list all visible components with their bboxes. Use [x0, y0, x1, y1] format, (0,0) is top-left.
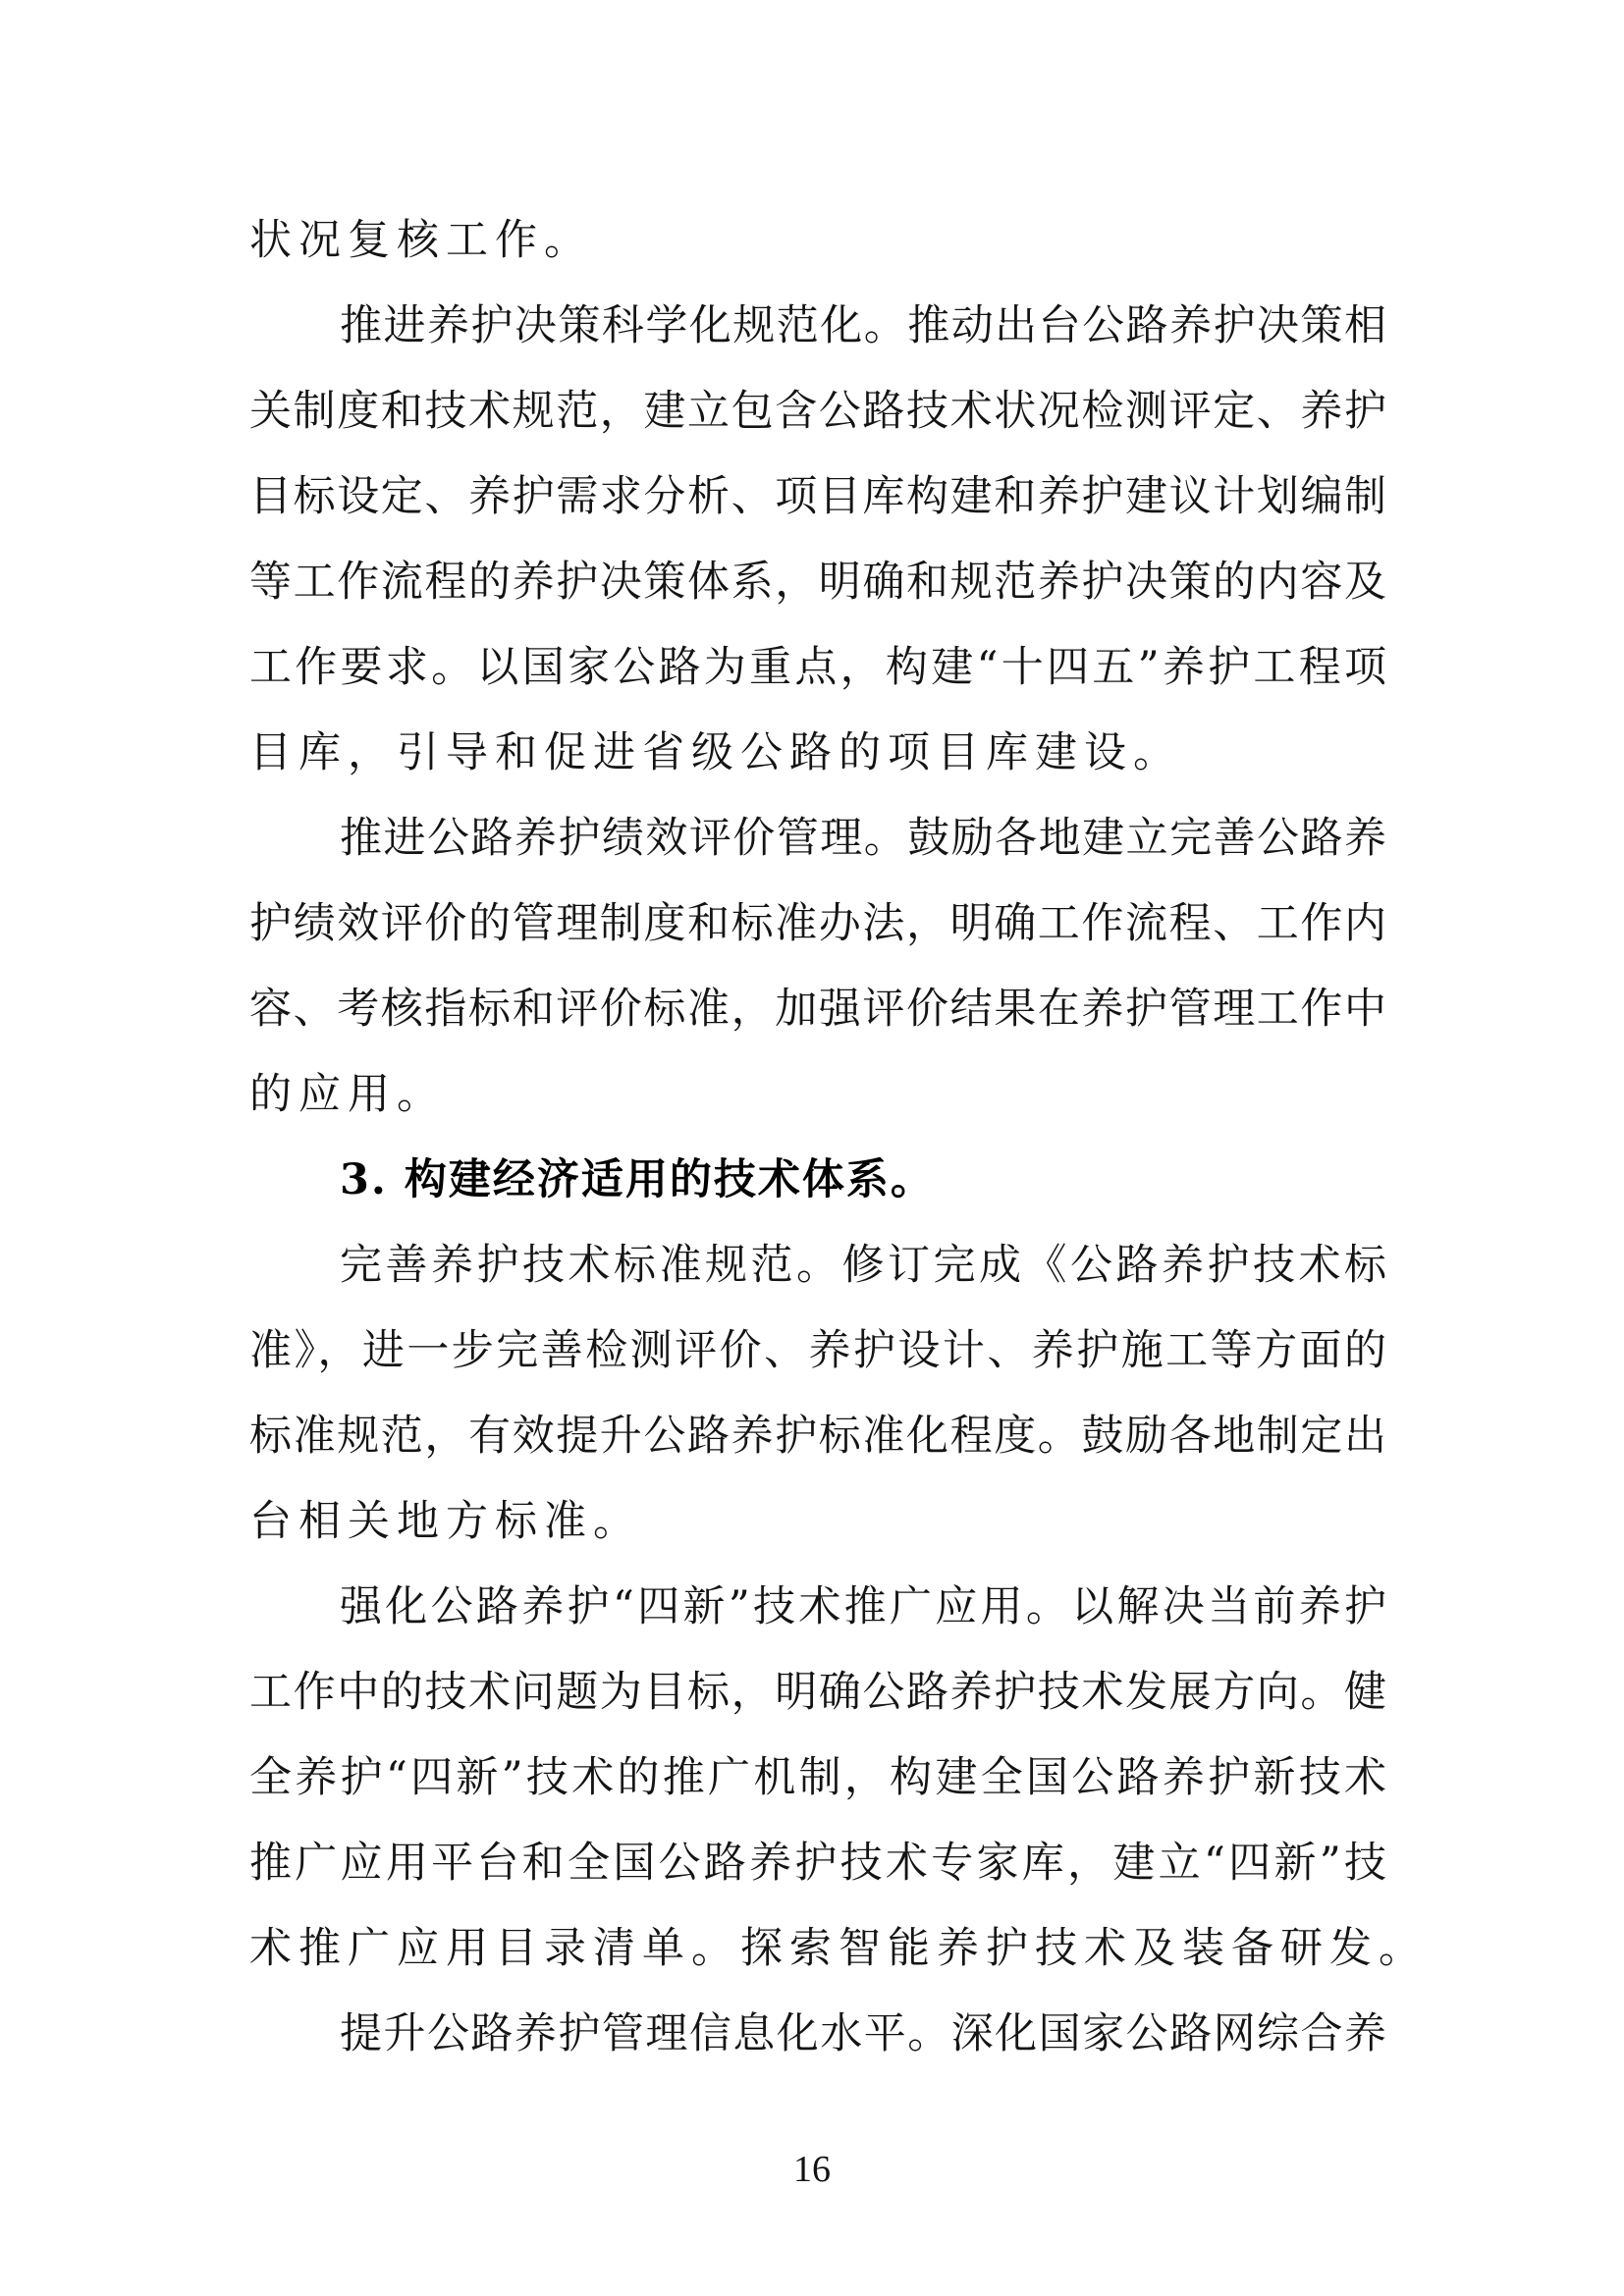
text-line: 护绩效评价的管理制度和标准办法，明确工作流程、工作内 — [249, 899, 1386, 948]
text-line: 目标设定、养护需求分析、项目库构建和养护建议计划编制 — [249, 472, 1386, 521]
paragraph-first-line: 强化公路养护“四新”技术推广应用。以解决当前养护 — [340, 1582, 1386, 1631]
text-line: 标准规范，有效提升公路养护标准化程度。鼓励各地制定出 — [249, 1412, 1386, 1461]
text-line: 等工作流程的养护决策体系，明确和规范养护决策的内容及 — [249, 558, 1386, 607]
text-line: 工作中的技术问题为目标，明确公路养护技术发展方向。健 — [249, 1668, 1386, 1717]
text-line: 术推广应用目录清单。探索智能养护技术及装备研发。 — [249, 1924, 1428, 1973]
text-line: 台相关地方标准。 — [249, 1497, 642, 1546]
text-line: 关制度和技术规范，建立包含公路技术状况检测评定、养护 — [249, 387, 1386, 436]
text-line: 状况复核工作。 — [249, 216, 593, 265]
paragraph-first-line: 提升公路养护管理信息化水平。深化国家公路网综合养 — [340, 2009, 1386, 2058]
text-line: 目库，引导和促进省级公路的项目库建设。 — [249, 728, 1182, 777]
text-line: 的应用。 — [249, 1070, 446, 1119]
text-line: 全养护“四新”技术的推广机制，构建全国公路养护新技术 — [249, 1753, 1386, 1802]
section-heading: 3. 构建经济适用的技术体系。 — [340, 1155, 935, 1204]
text-line: 推广应用平台和全国公路养护技术专家库，建立“四新”技 — [249, 1839, 1386, 1888]
text-line: 工作要求。以国家公路为重点，构建“十四五”养护工程项 — [249, 643, 1386, 692]
paragraph-first-line: 推进养护决策科学化规范化。推动出台公路养护决策相 — [340, 301, 1386, 350]
text-line: 容、考核指标和评价标准，加强评价结果在养护管理工作中 — [249, 985, 1386, 1034]
paragraph-first-line: 完善养护技术标准规范。修订完成《公路养护技术标 — [340, 1241, 1386, 1290]
page-number: 16 — [793, 2149, 831, 2190]
text-line: 准》，进一步完善检测评价、养护设计、养护施工等方面的 — [249, 1326, 1386, 1375]
paragraph-first-line: 推进公路养护绩效评价管理。鼓励各地建立完善公路养 — [340, 814, 1386, 863]
